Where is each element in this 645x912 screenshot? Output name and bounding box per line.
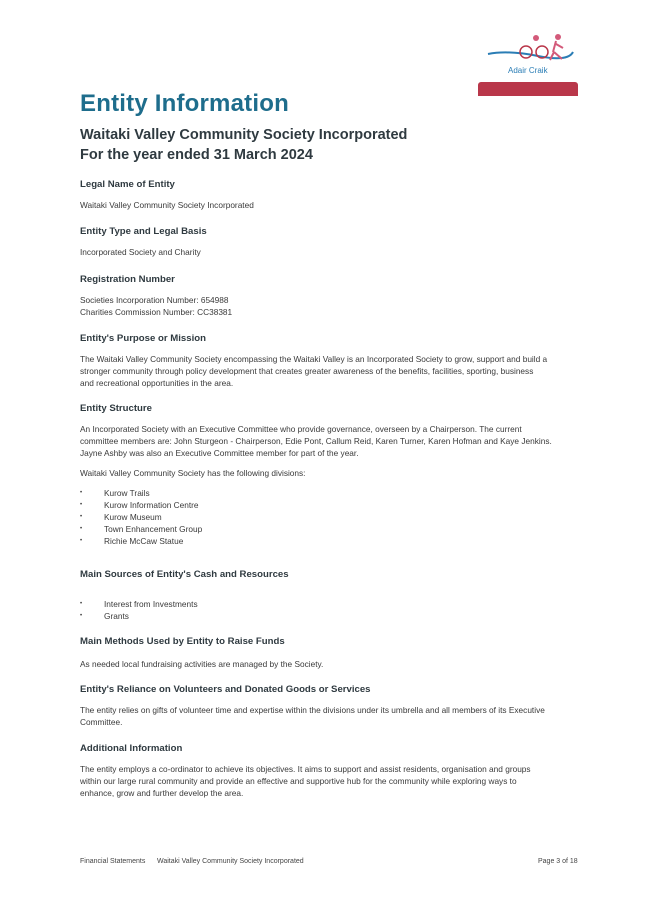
section-heading: Additional Information xyxy=(80,743,183,754)
list-item: • Kurow Museum xyxy=(80,511,580,523)
list-item: • Town Enhancement Group xyxy=(80,523,580,535)
section-text: An Incorporated Society with an Executive Committee who provide governance, overseen by a Chairperson. The current committee members are: John Sturgeon - Chairperson, Edie Pont, Callum Reid, Karen Turner, Karen Hofman and Kaye Jenkins. Jayne Ashby was also an Executive Committee member for part of the year. xyxy=(80,424,552,458)
section-heading: Registration Number xyxy=(80,274,175,285)
section-text: Waitaki Valley Community Society Incorporated xyxy=(80,200,254,210)
section-heading: Entity Type and Legal Basis xyxy=(80,226,207,237)
list-item: • Grants xyxy=(80,610,580,622)
period-subtitle: For the year ended 31 March 2024 xyxy=(80,147,313,163)
section-heading: Main Sources of Entity's Cash and Resources xyxy=(80,569,289,580)
cycling-figures-icon xyxy=(478,32,578,66)
divisions-list xyxy=(80,487,580,547)
footer-left: Financial Statements xyxy=(80,858,146,865)
list-item: • Interest from Investments xyxy=(80,598,580,610)
entity-subtitle: Waitaki Valley Community Society Incorporated xyxy=(80,127,408,143)
section-heading: Legal Name of Entity xyxy=(80,179,175,190)
list-item: • Richie McCaw Statue xyxy=(80,535,580,547)
company-logo xyxy=(478,32,578,96)
section-heading: Main Methods Used by Entity to Raise Funds xyxy=(80,636,285,647)
section-text: As needed local fundraising activities are managed by the Society. xyxy=(80,659,324,669)
page-number: Page 3 of 18 xyxy=(538,858,578,865)
section-text: The entity employs a co-ordinator to achieve its objectives. It aims to support and assist residents, organisation and groups within our large rural community and provide an effective and supportive hub for the community while exploring ways to enhance, grow and further develop the area. xyxy=(80,764,531,798)
section-heading: Entity's Purpose or Mission xyxy=(80,333,206,344)
sources-list xyxy=(80,598,580,622)
list-item: • Kurow Information Centre xyxy=(80,499,580,511)
logo-brand: Adair Craik xyxy=(508,66,548,75)
section-text: Waitaki Valley Community Society has the following divisions: xyxy=(80,468,306,478)
list-item: • Kurow Trails xyxy=(80,487,580,499)
page-title: Entity Information xyxy=(80,90,289,117)
section-text: Incorporated Society and Charity xyxy=(80,247,201,257)
section-text: The entity relies on gifts of volunteer time and expertise within the divisions under its umbrella and all members of its Executive Committee. xyxy=(80,705,545,727)
section-heading: Entity Structure xyxy=(80,403,152,414)
section-heading: Entity's Reliance on Volunteers and Donated Goods or Services xyxy=(80,684,371,695)
section-text: The Waitaki Valley Community Society encompassing the Waitaki Valley is an Incorporated Society to grow, support and build a stronger community through policy development that creates greater awareness of the benefits, facilities, sporting, business and recreational opportunities in the area. xyxy=(80,354,548,388)
footer-center: Waitaki Valley Community Society Incorporated xyxy=(157,858,304,865)
section-text: Societies Incorporation Number: 654988 Charities Commission Number: CC38381 xyxy=(80,295,233,317)
logo-contact-band xyxy=(478,82,578,96)
